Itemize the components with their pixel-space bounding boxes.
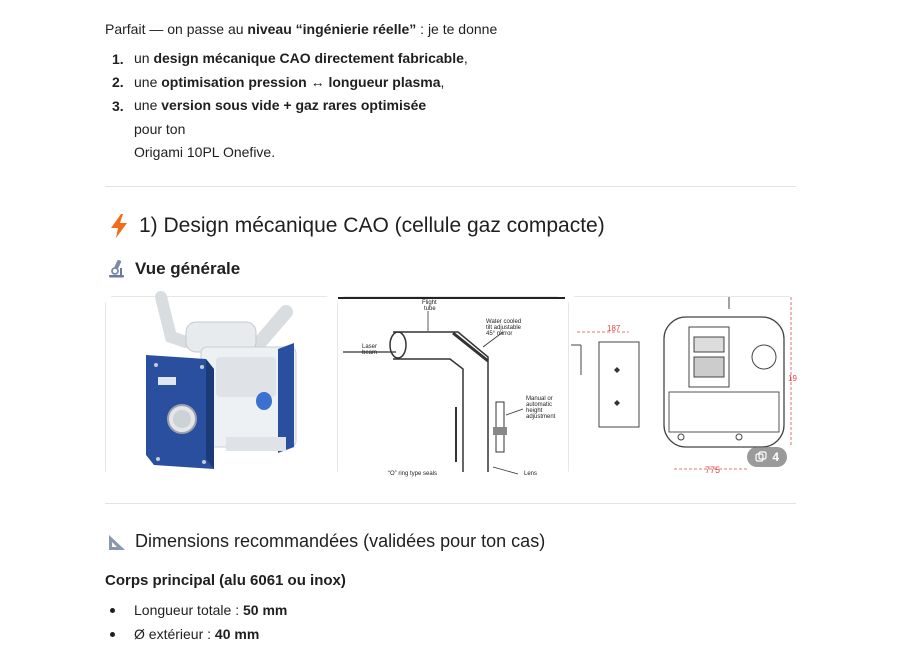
label-manual3: height [526, 408, 543, 414]
label-lens: Lens [524, 471, 538, 477]
list-prefix: un [134, 50, 154, 66]
label-laser1: Laser [362, 344, 378, 350]
label-flight: Flight [422, 300, 437, 306]
diagram-illustration [338, 297, 565, 479]
bullet-label: Longueur totale : [134, 602, 240, 618]
subsection-title: Vue générale [135, 259, 241, 278]
bullet-value: 40 mm [214, 626, 260, 642]
list-number: 1. [112, 50, 124, 67]
list-tail-line: Origami 10PL Onefive. [134, 144, 276, 160]
dim-top: 187 [607, 324, 621, 333]
list-item [110, 622, 287, 646]
laser-cell-diagram[interactable] [337, 296, 564, 478]
section-title: Dimensions recommandées (validées pour ton cas) [135, 531, 546, 551]
dim-side: 19 [788, 374, 797, 383]
divider [105, 503, 796, 504]
list-bold: version sous vide + gaz rares optimisée [161, 97, 427, 113]
label-laser2: beam [362, 350, 378, 356]
label-oring: “O” ring type seals [388, 471, 438, 477]
label-water1: Water cooled [486, 319, 522, 325]
label-manual4: adjustment [526, 414, 556, 420]
list-bold: optimisation pression ↔ longueur plasma [161, 73, 441, 90]
list-prefix: une [134, 97, 162, 113]
triangular-ruler-icon [107, 532, 127, 552]
bullet-label: Ø extérieur : [134, 626, 212, 642]
technical-drawing[interactable] [568, 296, 796, 478]
microscope-icon [107, 259, 127, 279]
list-item [110, 598, 287, 622]
label-manual2: automatic [526, 402, 553, 408]
gallery-count: 4 [772, 450, 779, 464]
list-item [112, 94, 468, 118]
label-water2: tilt adjustable [486, 325, 522, 331]
gas-cell-photo[interactable] [105, 296, 333, 478]
list-bold: design mécanique CAO directement fabricable [153, 50, 464, 66]
intro-suffix: : je te donne [416, 21, 498, 37]
divider [105, 186, 796, 187]
section-heading [107, 531, 545, 552]
bullet-value: 50 mm [242, 602, 288, 618]
section-heading [107, 213, 605, 239]
intro-paragraph [105, 20, 497, 38]
dim-bottom: 775 [705, 465, 721, 475]
label-water3: 45° mirror [486, 331, 513, 337]
list-number: 3. [112, 97, 124, 114]
list-prefix: une [134, 73, 162, 90]
list-number: 2. [112, 74, 124, 91]
intro-prefix: Parfait — on passe au [105, 21, 248, 37]
bullet-dot [110, 632, 115, 637]
list-item [112, 71, 468, 95]
bullet-dot [110, 608, 115, 613]
list-tail-line: pour ton [134, 120, 186, 137]
subsection-heading [107, 259, 240, 279]
label-tube: tube [424, 306, 436, 312]
lightning-icon [107, 213, 131, 239]
label-manual1: Manual or [526, 396, 553, 402]
bullet-list [110, 598, 287, 646]
subheading: Corps principal (alu 6061 ou inox) [105, 572, 346, 589]
gallery-count-badge[interactable] [747, 447, 787, 467]
section-title: 1) Design mécanique CAO (cellule gaz compacte) [139, 214, 605, 237]
gallery-icon [755, 451, 767, 463]
gas-cell-illustration [106, 297, 334, 479]
list-item [112, 47, 468, 71]
numbered-list [112, 47, 468, 165]
intro-bold: niveau “ingénierie réelle” [247, 21, 417, 37]
list-suffix: , [440, 73, 445, 90]
list-suffix: , [463, 50, 468, 66]
